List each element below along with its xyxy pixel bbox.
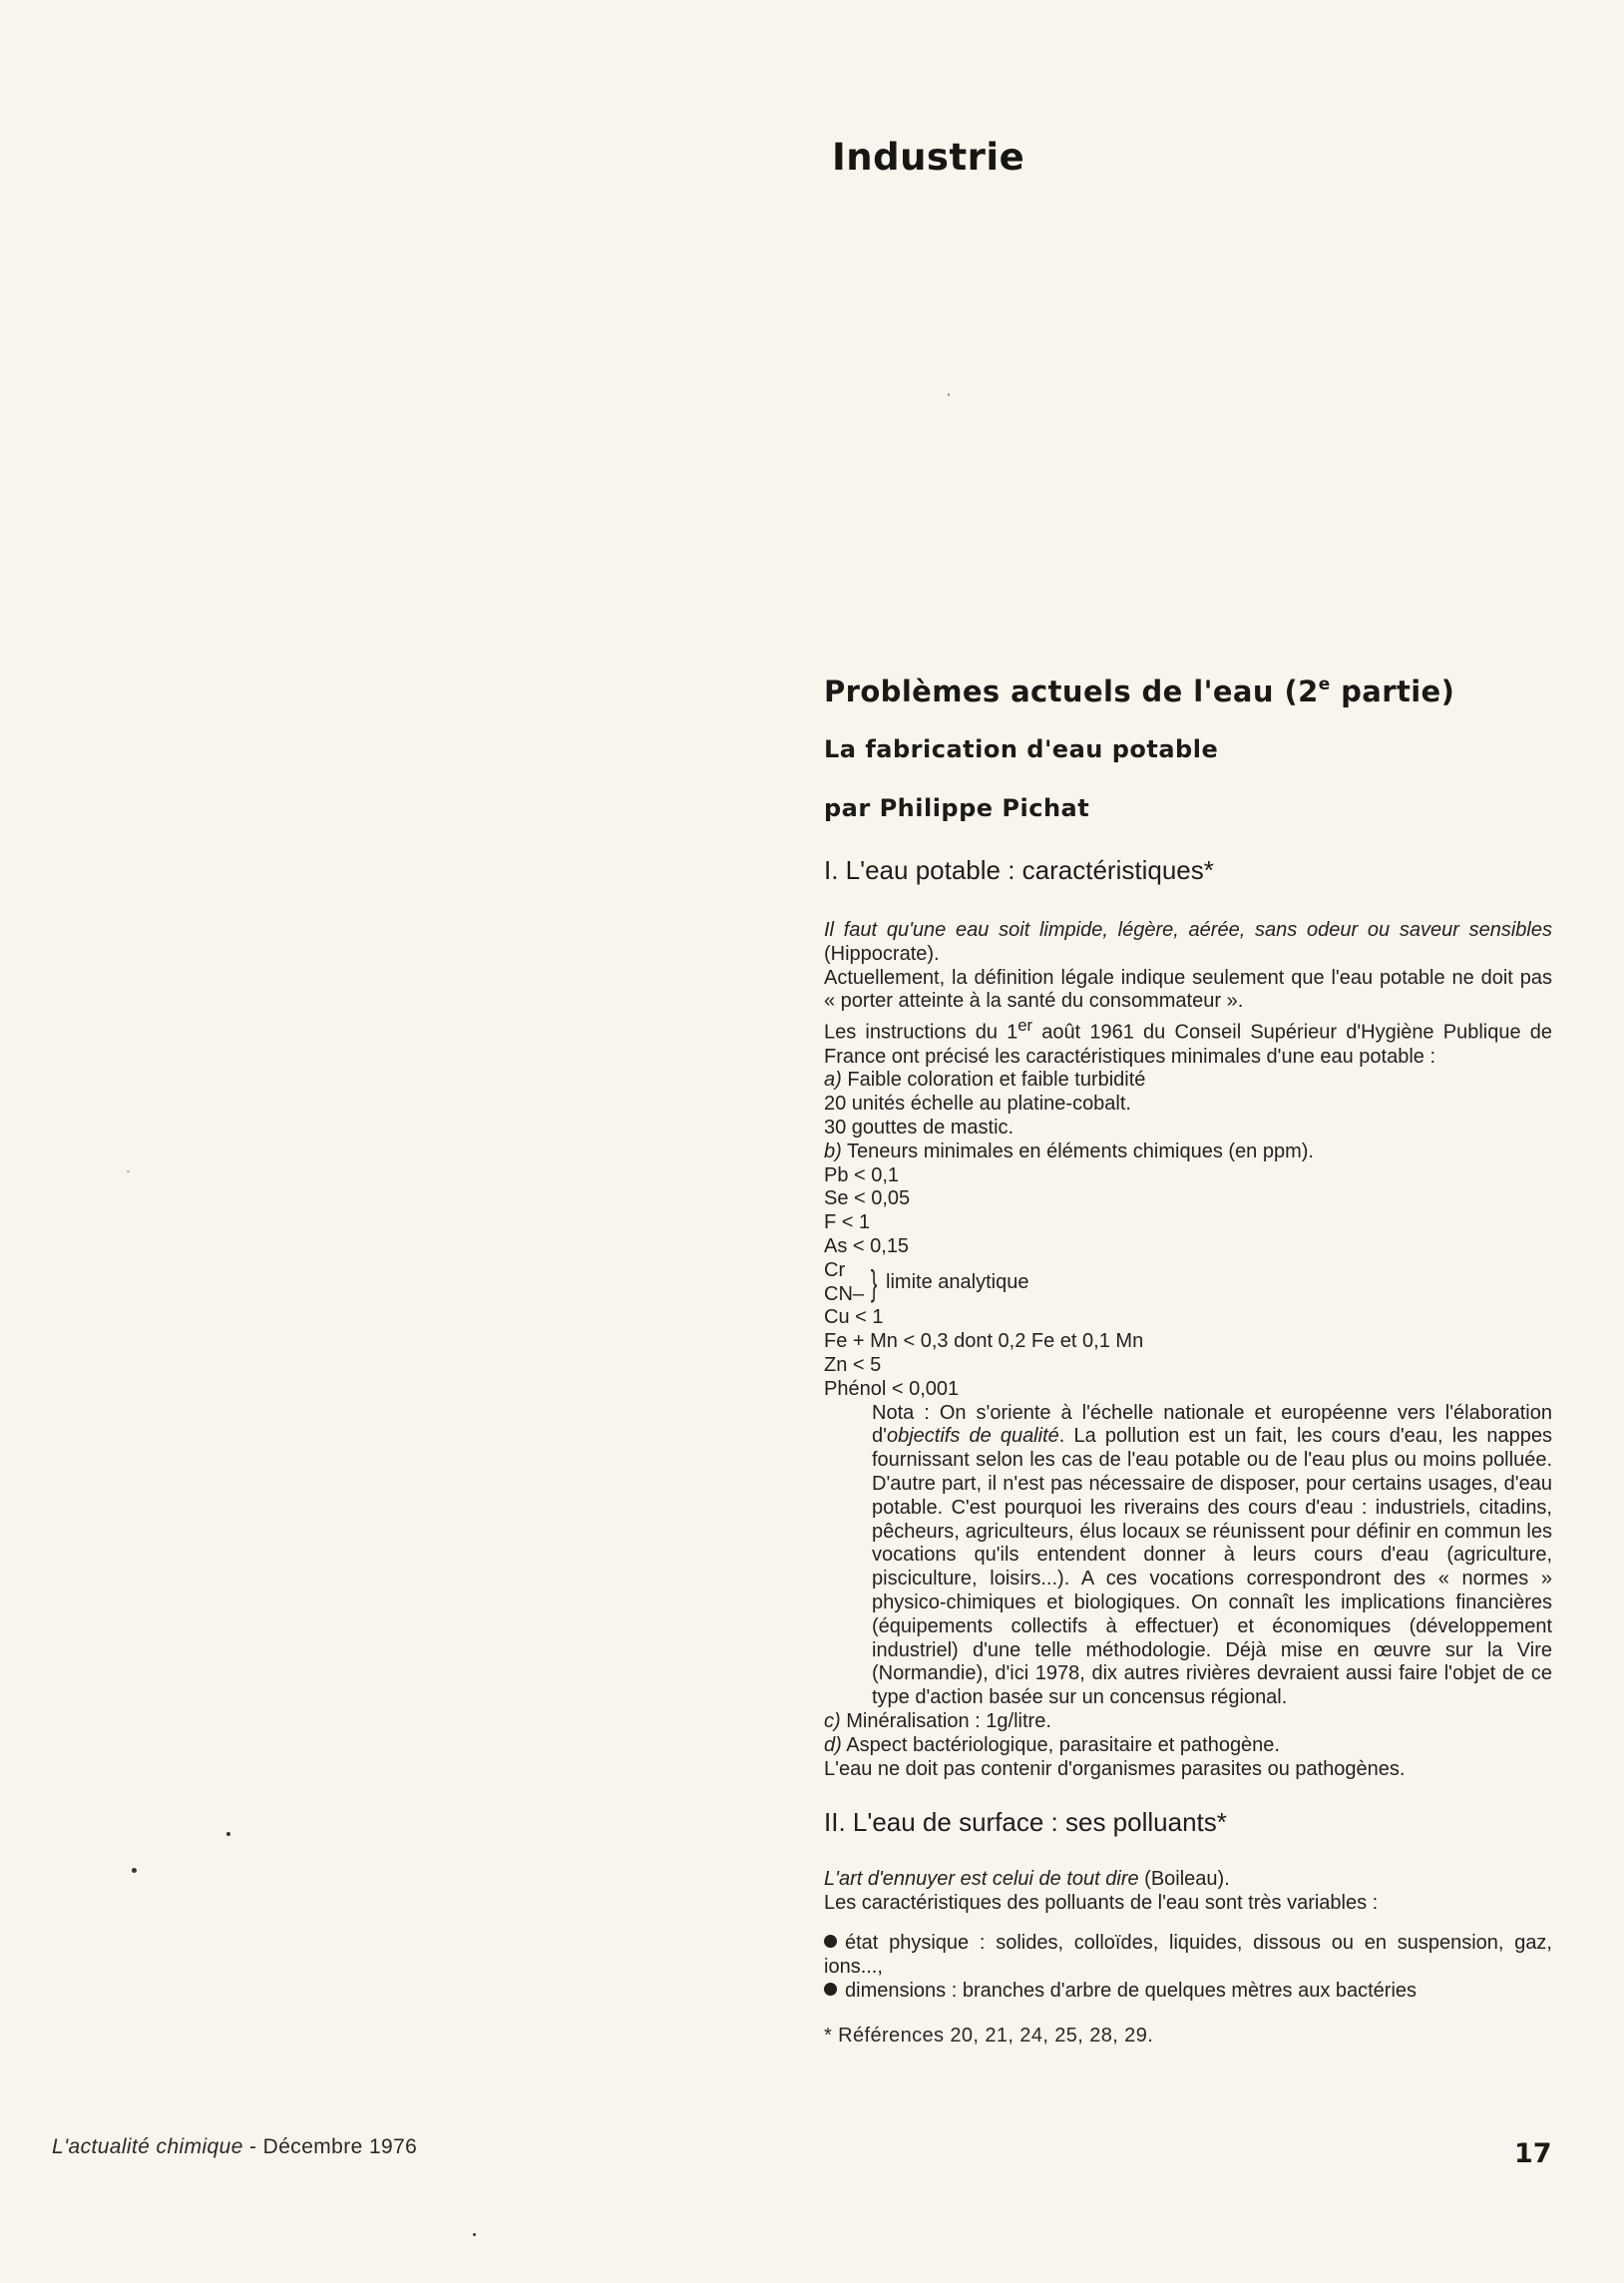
hippocrate-quote: [824, 919, 1552, 967]
pollutants-intro: Les caractéristiques des polluants de l'eau sont très variables :: [824, 1892, 1379, 1915]
criterion-a-line-2: 20 unités échelle au platine-cobalt.: [824, 1093, 1131, 1116]
quote-source: (Boileau).: [1138, 1868, 1230, 1891]
footer-journal-line: [52, 2135, 417, 2159]
article-title-main: Problèmes actuels de l'eau (2: [824, 675, 1319, 708]
nota-paragraph: [872, 1402, 1552, 1710]
bullet-icon: [824, 1935, 837, 1948]
list-item: [824, 1980, 1552, 2004]
bullet-icon: [824, 1983, 837, 1996]
article-title-end: partie): [1330, 675, 1455, 708]
bullet-text: dimensions : branches d'arbre de quelques mètres aux bactéries: [845, 1979, 1418, 2002]
paper-speck: [226, 1832, 230, 1836]
nota-part-1: Nota : On s'oriente à l'échelle nationale et européenne vers l'élaboration d': [872, 1401, 1552, 1448]
criterion-d-letter: d): [824, 1733, 842, 1756]
limit-analytique-label: limite analytique: [886, 1270, 1029, 1293]
limit-fe-mn: Fe + Mn < 0,3 dont 0,2 Fe et 0,1 Mn: [824, 1330, 1144, 1353]
instructions-paragraph: [824, 1014, 1552, 1069]
limit-cr: Cr: [824, 1258, 846, 1281]
limit-cn: CN–: [824, 1282, 865, 1305]
instructions-part-2: août 1961 du Conseil Supérieur d'Hygiène Publique de France ont précisé les caractéristiques minimales d'une eau potable :: [824, 1021, 1552, 1068]
article-title-sup: e: [1318, 675, 1331, 694]
limit-cu: Cu < 1: [824, 1306, 884, 1329]
limit-f: F < 1: [824, 1211, 871, 1234]
criterion-a-line-3: 30 gouttes de mastic.: [824, 1117, 1015, 1140]
nota-italic: objectifs de qualité: [886, 1425, 1059, 1448]
article-column: [824, 675, 1552, 2049]
criterion-a-text: Faible coloration et faible turbidité: [841, 1069, 1146, 1092]
list-item: [824, 1932, 1552, 1980]
brace-icon: }: [870, 1261, 878, 1303]
paper-speck: [132, 1868, 137, 1873]
criterion-c: [824, 1710, 1552, 1734]
limit-se: Se < 0,05: [824, 1187, 911, 1210]
section-2-body: [824, 1868, 1552, 2049]
criterion-d: [824, 1734, 1552, 1758]
section-header: Industrie: [832, 136, 1025, 179]
issue-date: - Décembre 1976: [242, 2135, 418, 2158]
criterion-c-text: Minéralisation : 1g/litre.: [840, 1709, 1051, 1732]
brace-labels: [824, 1259, 864, 1307]
journal-name: L'actualité chimique: [52, 2135, 243, 2158]
limit-phenol: Phénol < 0,001: [824, 1377, 960, 1400]
article-subtitle: La fabrication d'eau potable: [824, 735, 1219, 763]
bullet-text: état physique : solides, colloïdes, liquides, dissous ou en suspension, gaz, ions...,: [824, 1931, 1552, 1978]
limit-cr-cn-group: [824, 1259, 1552, 1307]
section-2-heading: II. L'eau de surface : ses polluants*: [824, 1807, 1227, 1838]
paper-speck: [127, 1170, 130, 1172]
criterion-b-letter: b): [824, 1140, 842, 1162]
quote-source: (Hippocrate).: [824, 942, 940, 965]
footnote: * Références 20, 21, 24, 25, 28, 29.: [824, 2025, 1154, 2048]
limit-as: As < 0,15: [824, 1235, 910, 1258]
article-title: [824, 675, 1552, 708]
paper-speck: [948, 393, 950, 396]
section-1-heading: I. L'eau potable : caractéristiques*: [824, 855, 1214, 885]
limit-pb: Pb < 0,1: [824, 1163, 900, 1186]
boileau-quote: [824, 1868, 1552, 1892]
criterion-d-line-2: L'eau ne doit pas contenir d'organismes parasites ou pathogènes.: [824, 1757, 1406, 1780]
author-byline: par Philippe Pichat: [824, 794, 1090, 822]
paper-speck: [473, 2233, 476, 2236]
instructions-sup: er: [1017, 1016, 1033, 1036]
criterion-a-letter: a): [824, 1069, 842, 1092]
criterion-d-text: Aspect bactériologique, parasitaire et pathogène.: [841, 1733, 1280, 1756]
instructions-part-1: Les instructions du 1: [824, 1021, 1018, 1044]
definition-paragraph: Actuellement, la définition légale indique seulement que l'eau potable ne doit pas « porter atteinte à la santé du consommateur ».: [824, 966, 1552, 1013]
limit-zn: Zn < 5: [824, 1354, 882, 1376]
criterion-a: [824, 1069, 1552, 1093]
quote-text: L'art d'ennuyer est celui de tout dire: [824, 1868, 1139, 1891]
criterion-b-text: Teneurs minimales en éléments chimiques (en ppm).: [841, 1140, 1314, 1162]
page-number: 17: [1514, 2138, 1552, 2169]
criterion-c-letter: c): [824, 1709, 841, 1732]
criterion-b: [824, 1141, 1552, 1164]
quote-text: Il faut qu'une eau soit limpide, légère, aérée, sans odeur ou saveur sensibles: [824, 919, 1552, 941]
section-1-body: [824, 919, 1552, 1781]
nota-part-2: . La pollution est un fait, les cours d'eau, les nappes fournissant selon les cas de l'eau potable ou de l'eau plus ou moins polluée. D'autre part, il n'est pas nécessaire de disposer, pour certains usages, d'eau potable. C'est pourquoi les riverains des cours d'eau : industriels, citadins, pêcheurs, agriculteurs, élus locaux se réunissent pour définir en commun les vocations qu'ils entendent donner à leurs cours d'eau (agriculture, pisciculture, loisirs...). A ces vocations correspondront des « normes » physico-chimiques et biologiques. On connaît les implications financières (équipements collectifs à effectuer) et économiques (développement industriel) d'une telle méthodologie. Déjà mise en œuvre sur la Vire (Normandie), d'ici 1978, dix autres rivières devraient aussi faire l'objet de ce type d'action basée sur un concensus régional.: [872, 1425, 1552, 1709]
